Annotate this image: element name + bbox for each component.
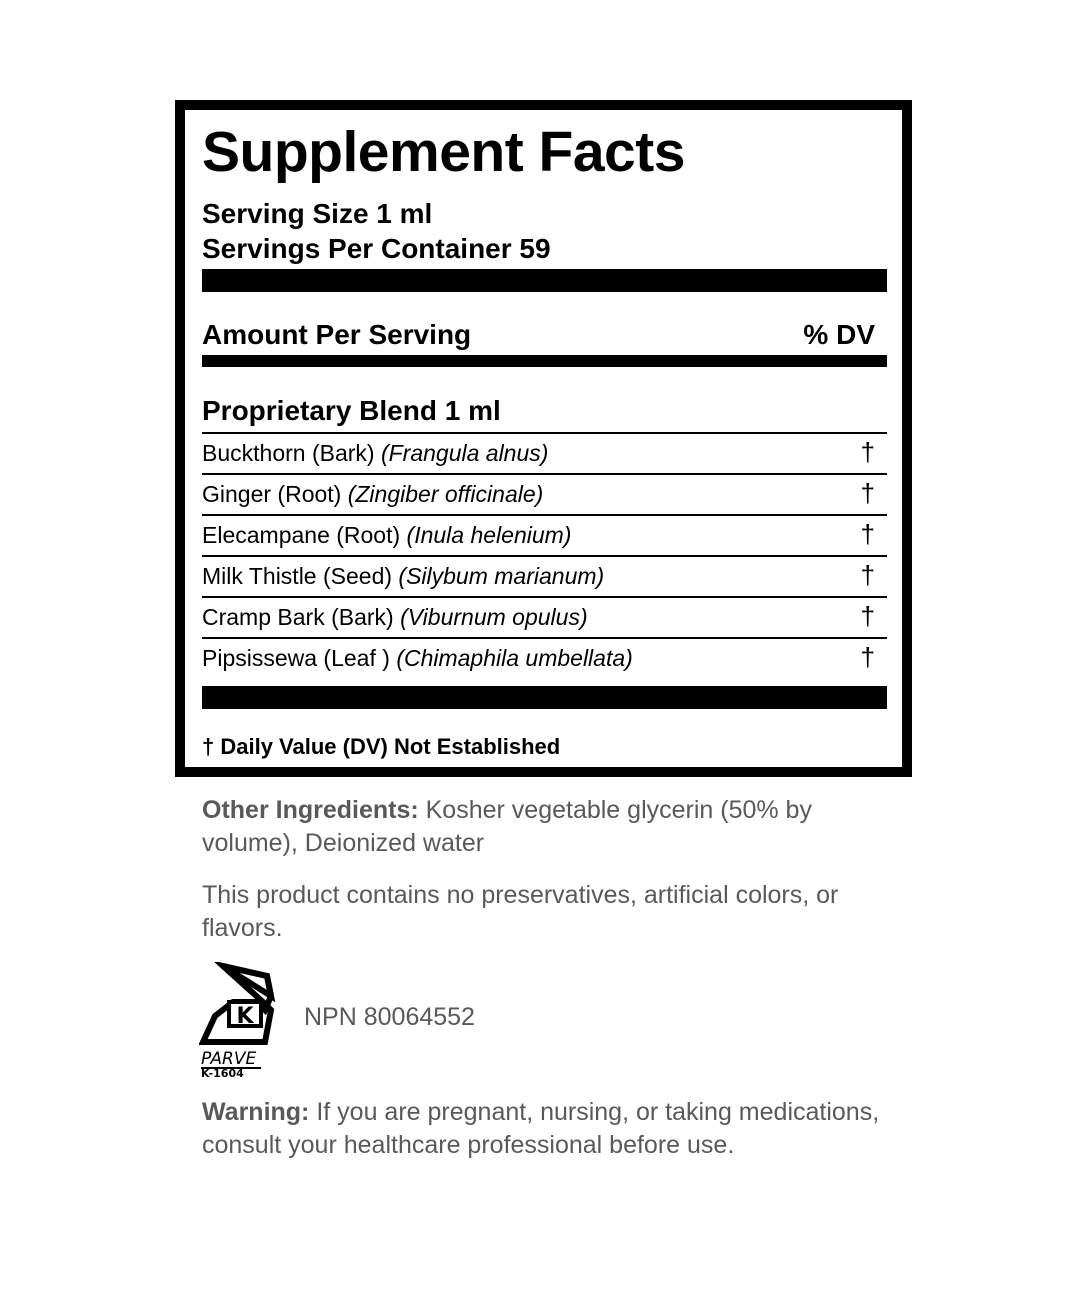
kosher-parve-icon	[199, 962, 279, 1080]
ingredient-name: Milk Thistle (Seed)	[202, 563, 393, 589]
dagger-mark: †	[860, 601, 875, 631]
servings-per-container: Servings Per Container 59	[202, 233, 551, 264]
ingredient-text	[202, 646, 633, 671]
thick-divider	[202, 269, 887, 292]
ingredient-latin-name: (Zingiber officinale)	[347, 481, 544, 507]
npn-number: NPN 80064552	[304, 1003, 475, 1031]
dagger-mark: †	[860, 478, 875, 508]
dagger-mark: †	[860, 437, 875, 467]
kosher-code-text: K-1604	[201, 1067, 244, 1080]
ingredient-name: Elecampane (Root)	[202, 522, 401, 548]
ingredient-name: Buckthorn (Bark)	[202, 440, 375, 466]
ingredient-name: Pipsissewa (Leaf )	[202, 645, 390, 671]
warning-text	[202, 1096, 882, 1162]
ingredient-text	[202, 605, 588, 630]
medium-divider	[202, 355, 887, 367]
ingredient-list	[202, 432, 887, 678]
other-ingredients-text: Kosher vegetable glycerin (50% by volume), Deionized water	[202, 796, 812, 857]
ingredient-row	[202, 637, 887, 678]
ingredient-text	[202, 564, 604, 589]
supplement-facts-panel	[175, 100, 912, 777]
ingredient-name: Cramp Bark (Bark)	[202, 604, 394, 630]
preservatives-notice: This product contains no preservatives, artificial colors, or flavors.	[202, 881, 839, 942]
ingredient-row	[202, 555, 887, 596]
proprietary-blend-title: Proprietary Blend 1 ml	[202, 395, 501, 426]
warning-label: Warning:	[202, 1098, 310, 1126]
ingredient-row	[202, 473, 887, 514]
other-ingredients-label: Other Ingredients:	[202, 796, 419, 824]
ingredient-row	[202, 596, 887, 637]
kosher-letter: K	[236, 1004, 254, 1029]
dagger-mark: †	[860, 642, 875, 672]
ingredient-latin-name: (Frangula alnus)	[380, 440, 549, 466]
ingredient-latin-name: (Viburnum opulus)	[400, 604, 588, 630]
ingredient-latin-name: (Chimaphila umbellata)	[396, 645, 633, 671]
daily-value-header: % DV	[803, 319, 875, 350]
other-ingredients	[202, 794, 882, 860]
ingredient-latin-name: (Silybum marianum)	[398, 563, 605, 589]
thick-divider	[202, 686, 887, 709]
serving-size: Serving Size 1 ml	[202, 198, 433, 229]
ingredient-text	[202, 523, 571, 548]
ingredient-text	[202, 441, 548, 466]
kosher-parve-text: PARVE	[201, 1049, 257, 1069]
ingredient-text	[202, 482, 543, 507]
ingredient-latin-name: (Inula helenium)	[406, 522, 572, 548]
dagger-mark: †	[860, 519, 875, 549]
amount-per-serving-header: Amount Per Serving	[202, 319, 472, 350]
ingredient-row	[202, 432, 887, 473]
daily-value-footnote: † Daily Value (DV) Not Established	[202, 734, 561, 759]
ingredient-row	[202, 514, 887, 555]
dagger-mark: †	[860, 560, 875, 590]
warning-body: If you are pregnant, nursing, or taking medications, consult your healthcare professional before use.	[202, 1098, 880, 1159]
facts-title: Supplement Facts	[202, 120, 685, 184]
ingredient-name: Ginger (Root)	[202, 481, 342, 507]
